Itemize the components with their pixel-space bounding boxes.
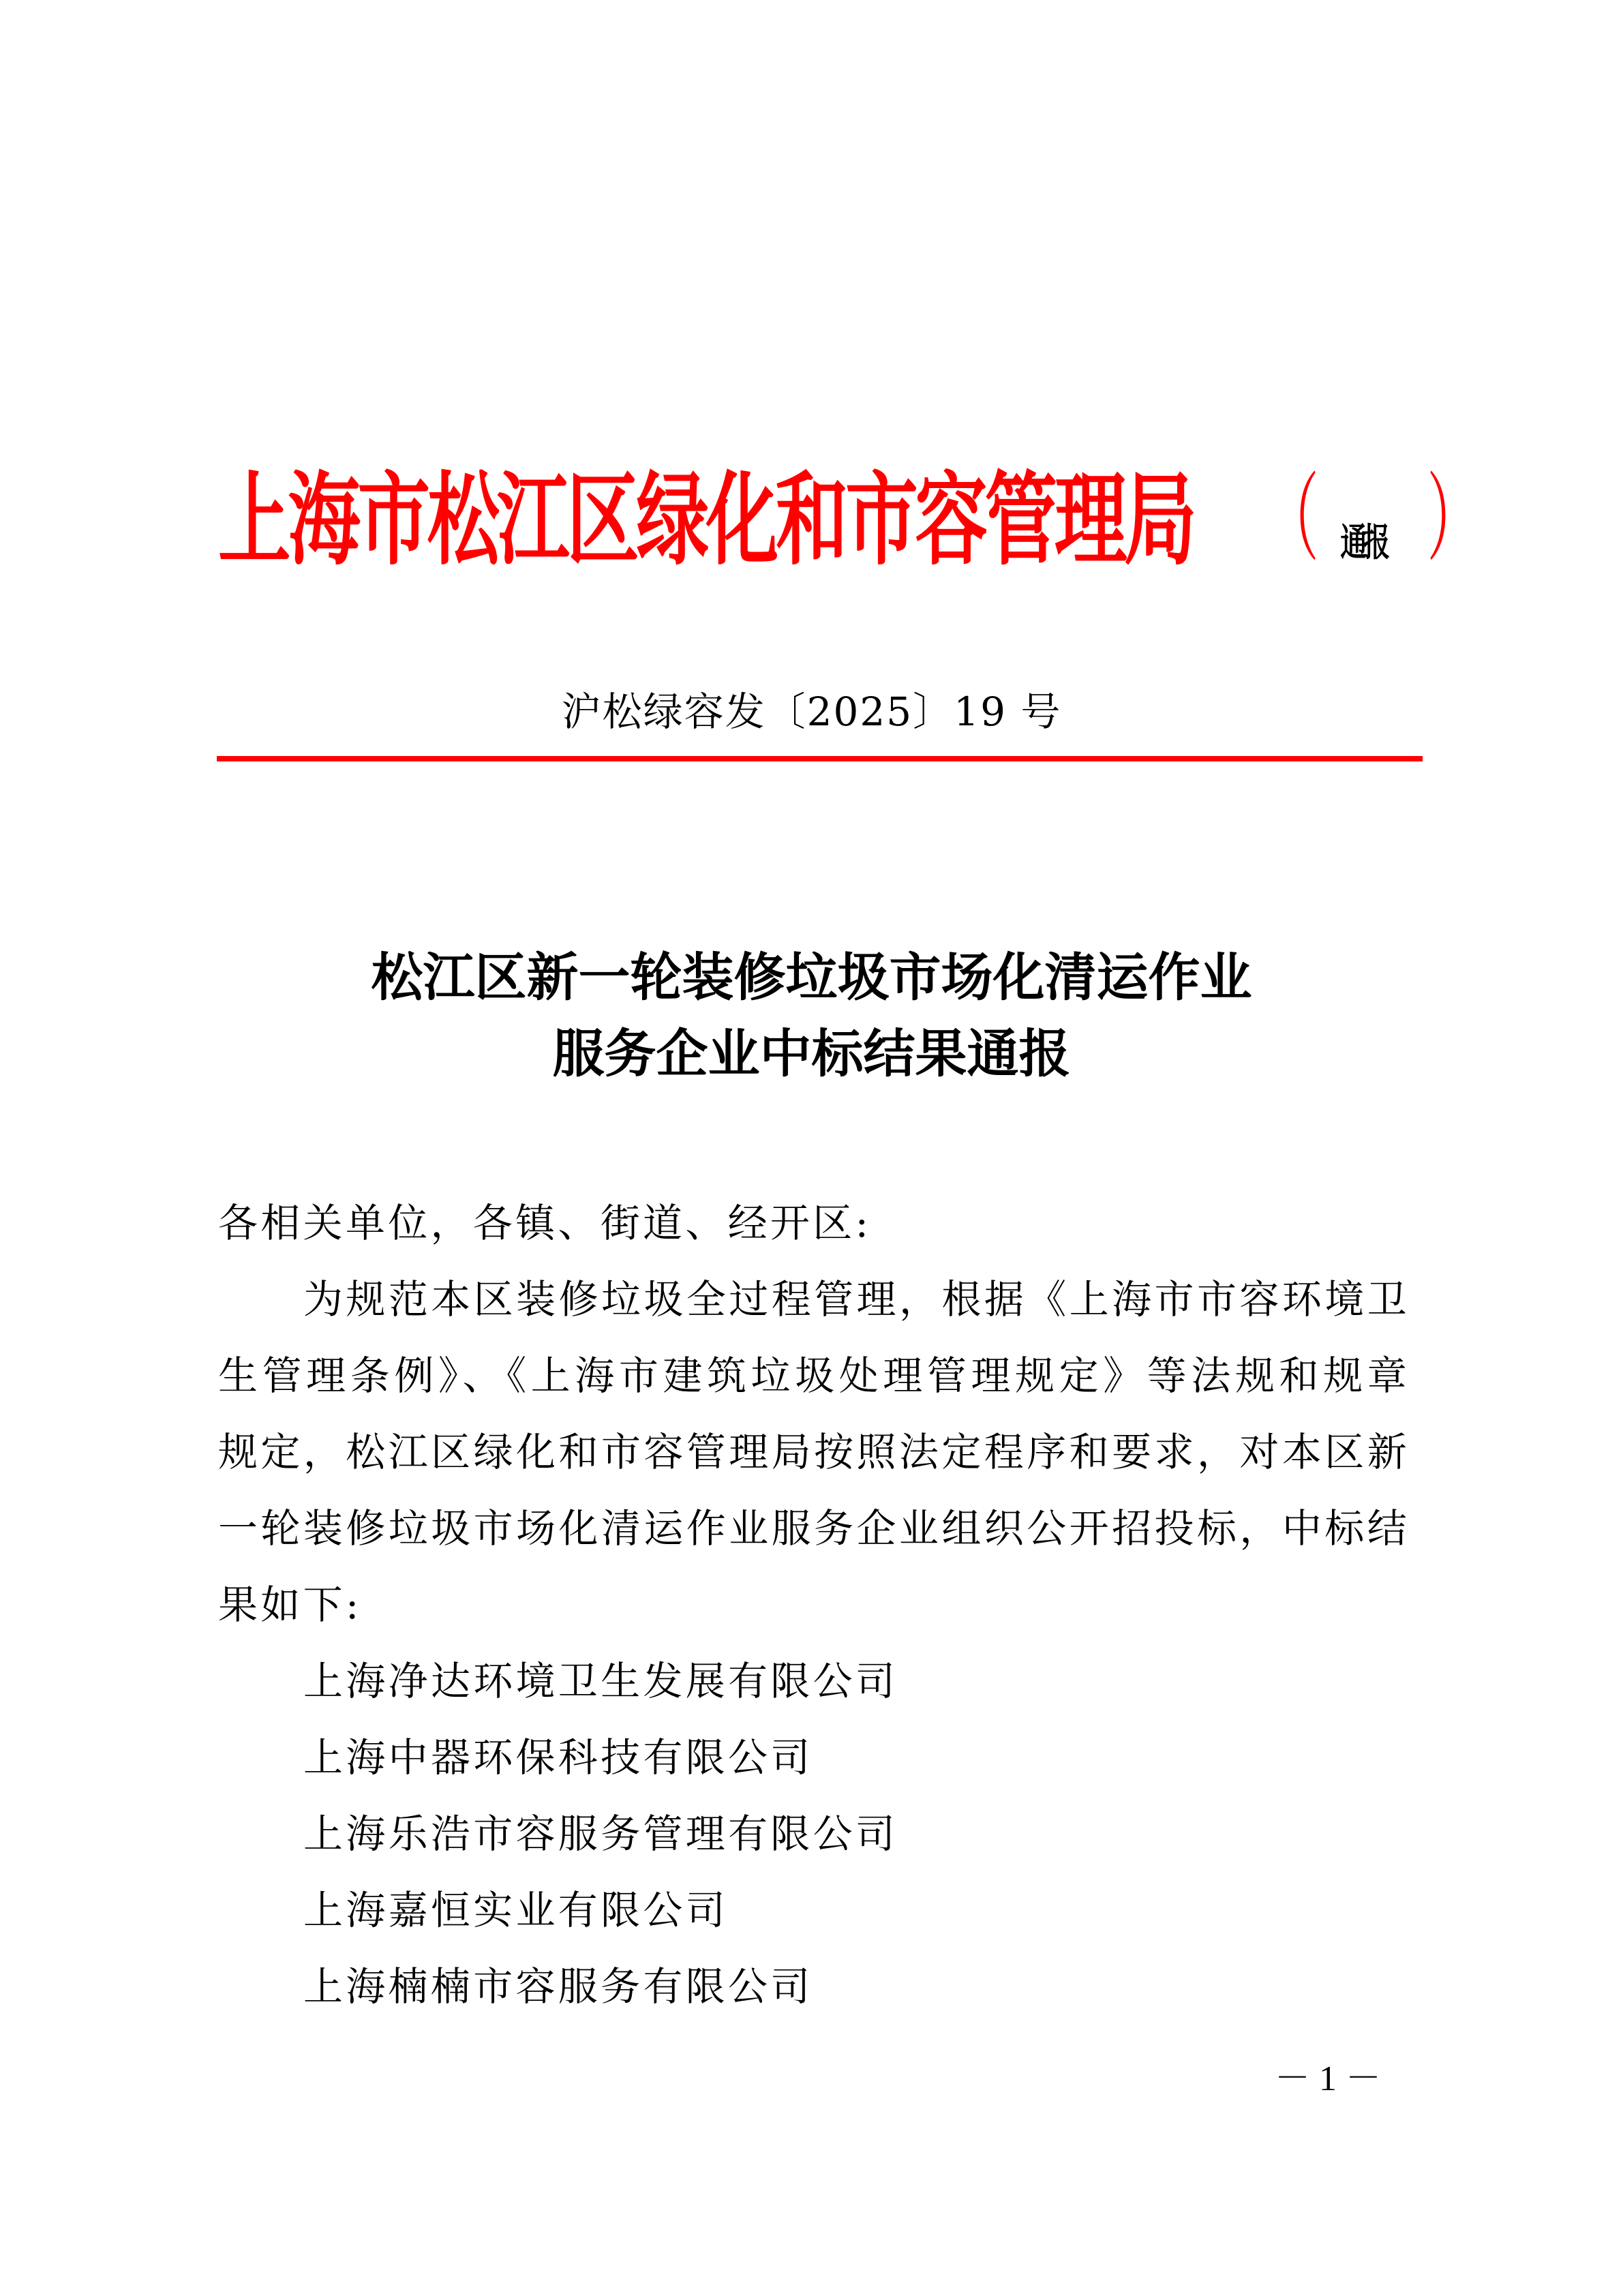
title-line-2: 服务企业中标结果通报: [552, 1023, 1071, 1084]
winning-company-item: 上海楠楠市容服务有限公司: [303, 1963, 813, 2010]
salutation: 各相关单位，各镇、街道、经开区:: [218, 1200, 872, 1246]
winning-company-item: 上海嘉恒实业有限公司: [303, 1887, 729, 1933]
document-title: [0, 939, 1623, 1092]
winning-company-item: 上海净达环境卫生发展有限公司: [303, 1658, 898, 1704]
masthead-doc-type-group: [1245, 458, 1501, 581]
winning-company-item: 上海乐浩市容服务管理有限公司: [303, 1811, 898, 1857]
masthead-doc-type: 通报: [1340, 520, 1386, 565]
masthead: [218, 458, 1480, 581]
masthead-organization-name: 上海市松江区绿化和市容管理局: [218, 460, 1194, 579]
winning-company-item: 上海中器环保科技有限公司: [303, 1734, 813, 1781]
masthead-paren-open: （: [1266, 464, 1319, 575]
winning-company-list: [218, 1643, 1410, 2025]
document-number: 沪松绿容发〔2025〕19 号: [561, 689, 1062, 735]
document-body: [218, 1185, 1410, 2025]
red-separator-rule: [217, 756, 1423, 761]
page-number: － 1 －: [1275, 2059, 1382, 2098]
title-line-1: 松江区新一轮装修垃圾市场化清运作业: [371, 947, 1252, 1008]
masthead-paren-close: ）: [1427, 464, 1480, 575]
body-paragraph: 为规范本区装修垃圾全过程管理，根据《上海市市容环境卫生管理条例》、《上海市建筑垃圾处理管理规定》等法规和规章规定，松江区绿化和市容管理局按照法定程序和要求，对本区新一轮装修垃圾市场化清运作业服务企业组织公开招投标，中标结果如下:: [218, 1276, 1410, 1628]
